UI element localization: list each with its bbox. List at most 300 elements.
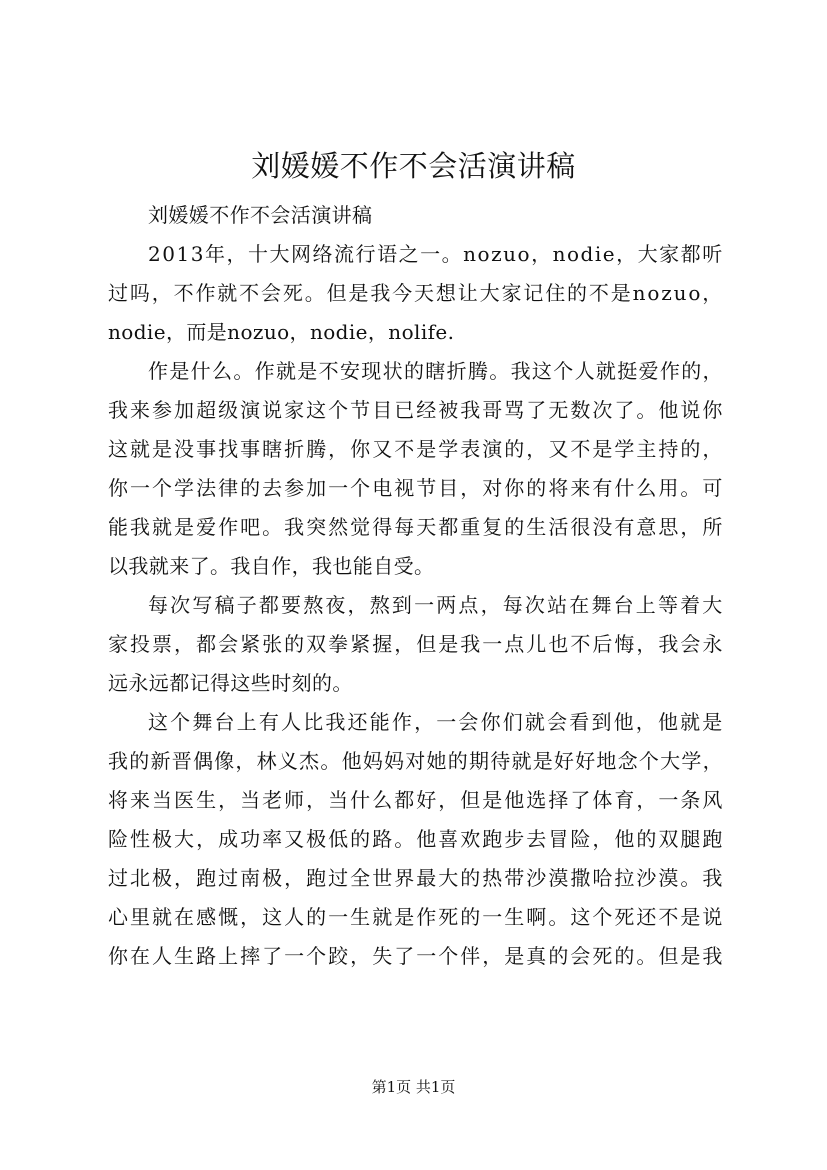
text-char: 的 [460, 905, 481, 929]
text-char: 一 [414, 593, 435, 617]
text-char: 选 [526, 788, 547, 812]
text-char: ， [306, 788, 327, 812]
text-char: 我 [108, 749, 129, 773]
text-char: 来 [130, 398, 151, 422]
text-char: 们 [502, 710, 524, 734]
text-char: 杰 [299, 749, 320, 773]
text-char: 全 [350, 866, 371, 890]
text-char: 节 [350, 398, 371, 422]
text-char: ， [702, 359, 723, 383]
text-char: 不 [570, 632, 591, 656]
text-char: 过 [328, 866, 349, 890]
text-char: 是 [482, 788, 503, 812]
text-char: 拉 [614, 866, 635, 890]
text-char: 妈 [384, 749, 405, 773]
text-char: 风 [702, 788, 723, 812]
text-char: 双 [306, 632, 327, 656]
text-char: 稿 [214, 593, 235, 617]
text-char: 投 [130, 632, 151, 656]
text-char: 师 [284, 788, 305, 812]
text-char: 大 [637, 242, 659, 266]
text-char: o [688, 281, 701, 305]
text-char: 视 [394, 476, 415, 500]
text-char: ， [702, 749, 723, 773]
text-char: 天 [416, 515, 437, 539]
text-char: 能 [369, 710, 391, 734]
text-char: 会 [261, 281, 282, 305]
text-char: 的 [614, 944, 635, 968]
text-char: 将 [108, 788, 129, 812]
text-char: 腾 [306, 437, 327, 461]
text-char: 人 [281, 710, 302, 734]
text-char: 得 [372, 515, 393, 539]
text-char: 说 [702, 905, 723, 929]
text-char: 大 [269, 242, 290, 266]
text-char: 。 [441, 242, 463, 266]
text-char: 这 [148, 710, 169, 734]
text-char: 我 [130, 515, 151, 539]
text-char: 。 [394, 827, 415, 851]
text-char: 。 [680, 476, 701, 500]
text-char: 有 [592, 476, 613, 500]
text-char: 路 [372, 827, 393, 851]
text-char: 对 [405, 749, 426, 773]
text-char: 欢 [460, 827, 481, 851]
text-char: 今 [392, 281, 413, 305]
text-char: 法 [196, 476, 217, 500]
text-char: 不 [658, 905, 679, 929]
text-char: 天 [414, 281, 435, 305]
text-char: 家 [659, 242, 680, 266]
text-char: 感 [196, 905, 217, 929]
text-char: 一 [436, 710, 457, 734]
text-char: 了 [570, 788, 591, 812]
text-char: 记 [523, 281, 544, 305]
text-char: 这 [306, 398, 327, 422]
text-char: 现 [361, 359, 382, 383]
text-char: 个 [553, 359, 574, 383]
text-char: 目 [438, 476, 459, 500]
text-char: 我 [370, 281, 391, 305]
text-char: 在 [130, 944, 151, 968]
text-char: 跤 [328, 944, 349, 968]
text-char: 一 [284, 944, 305, 968]
text-char: 么 [636, 476, 657, 500]
text-char: 人 [152, 944, 173, 968]
text-char: 新 [150, 749, 171, 773]
text-char: 拳 [328, 632, 349, 656]
text-char: 每 [148, 593, 169, 617]
text-char: ， [680, 515, 701, 539]
text-char: o [517, 242, 530, 266]
text-char: 数 [570, 398, 591, 422]
text-line [108, 742, 723, 781]
text-char: 一 [482, 632, 503, 656]
text-char: 张 [262, 632, 283, 656]
text-char: 络 [312, 242, 333, 266]
text-char: 活 [548, 515, 569, 539]
text-char: 家 [501, 281, 522, 305]
text-char: 瞎 [425, 359, 446, 383]
text-char: 悔 [614, 632, 635, 656]
text-char: 持 [658, 437, 679, 461]
text-char: 失 [372, 944, 393, 968]
text-char: 但 [416, 632, 437, 656]
text-char: 一 [130, 476, 151, 500]
text-char: 级 [218, 398, 239, 422]
text-char: ， [414, 710, 435, 734]
text-char: 的 [240, 476, 261, 500]
text-char: 主 [636, 437, 657, 461]
text-char: 条 [680, 788, 701, 812]
text-char: 找 [218, 437, 239, 461]
text-char: 跑 [702, 827, 723, 851]
text-char: 生 [504, 905, 525, 929]
text-char: 的 [680, 437, 701, 461]
text-char: 熬 [303, 593, 324, 617]
text-char: 用 [658, 476, 679, 500]
text-char: 撒 [570, 866, 591, 890]
text-char: 被 [438, 398, 459, 422]
text-char: ， [394, 632, 415, 656]
text-char: 带 [504, 866, 525, 890]
text-char: 一 [328, 476, 349, 500]
text-char: 夜 [325, 593, 346, 617]
text-char: 到 [391, 593, 413, 617]
text-char: ， [635, 710, 657, 734]
text-char: 都 [258, 593, 280, 617]
text-char: 作 [659, 359, 681, 383]
text-char: ， [636, 632, 657, 656]
text-char: 没 [592, 515, 613, 539]
text-char: 去 [262, 476, 283, 500]
text-char: 热 [482, 866, 503, 890]
text-char: ， [438, 788, 459, 812]
text-char: 网 [291, 242, 312, 266]
text-char: 家 [284, 398, 305, 422]
text-char: 生 [174, 944, 195, 968]
text-char: n [552, 242, 566, 266]
text-char: 一 [416, 944, 437, 968]
text-char: 你 [480, 710, 501, 734]
text-char: 什 [614, 476, 635, 500]
text-char: 死 [614, 905, 635, 929]
text-char: 语 [377, 242, 398, 266]
text-char: 加 [174, 398, 195, 422]
text-char: 3 [190, 242, 204, 266]
text-char: 不 [588, 281, 610, 305]
text-char: 你 [702, 398, 723, 422]
text-char: 又 [548, 437, 569, 461]
text-char: 在 [569, 593, 590, 617]
text-char: 他 [657, 710, 679, 734]
text-char: 什 [190, 359, 212, 383]
text-char: 哥 [482, 398, 503, 422]
text-char: 1 [176, 242, 190, 266]
document-body [108, 196, 723, 976]
text-char: 你 [350, 437, 371, 461]
text-char: 像 [214, 749, 235, 773]
text-char: 过 [108, 866, 129, 890]
text-char: ， [592, 827, 613, 851]
text-char: 要 [281, 593, 302, 617]
text-char: 来 [570, 476, 591, 500]
text-char: 写 [192, 593, 213, 617]
text-char: 折 [446, 359, 467, 383]
text-line [108, 430, 723, 469]
text-char: 爱 [638, 359, 659, 383]
text-char: ， [151, 281, 173, 305]
text-char: 吧 [240, 515, 261, 539]
text-char: 地 [596, 749, 617, 773]
text-char: 状 [382, 359, 404, 383]
text-char: 。 [233, 359, 254, 383]
text-char: 听 [702, 242, 723, 266]
text-char: o [477, 242, 490, 266]
text-char: ， [328, 437, 349, 461]
text-char: 极 [152, 827, 173, 851]
text-char: u [673, 281, 687, 305]
text-char: 就 [152, 515, 173, 539]
text-char: 好 [416, 788, 437, 812]
text-char: 生 [196, 788, 217, 812]
text-char: 我 [460, 632, 481, 656]
text-char: 让 [457, 281, 479, 305]
text-char: 紧 [350, 632, 371, 656]
text-char: 她 [426, 749, 447, 773]
text-char: 是 [680, 905, 701, 929]
text-char: 去 [526, 827, 547, 851]
text-char: 之 [398, 242, 419, 266]
text-line [108, 469, 723, 508]
text-char: 折 [284, 437, 305, 461]
text-char: ， [460, 476, 481, 500]
text-char: 他 [613, 710, 635, 734]
text-char: 好 [575, 749, 596, 773]
text-char: 比 [303, 710, 324, 734]
text-char: 能 [108, 515, 129, 539]
text-char: 意 [636, 515, 657, 539]
text-char: 我 [284, 515, 305, 539]
text-char: 极 [152, 866, 173, 890]
text-line [108, 937, 723, 976]
text-line-content: nodie，而是nozuo，nodie，nolife. [108, 320, 455, 344]
text-char: 个 [328, 398, 349, 422]
text-char: ， [702, 281, 723, 305]
text-char: 舞 [591, 593, 612, 617]
text-char: 参 [284, 476, 305, 500]
text-char: 大 [479, 281, 501, 305]
text-char: 的 [636, 827, 657, 851]
text-char: 会 [680, 632, 701, 656]
text-char: 生 [526, 515, 547, 539]
text-char: 儿 [526, 632, 547, 656]
text-char: 说 [262, 398, 283, 422]
text-line [108, 274, 723, 313]
text-char: 作 [254, 359, 276, 383]
text-char: 目 [372, 398, 393, 422]
text-char: 人 [284, 905, 305, 929]
text-char: 极 [306, 827, 327, 851]
text-line [108, 196, 723, 235]
text-char: ， [226, 242, 247, 266]
text-char: 演 [240, 398, 261, 422]
text-char: 可 [702, 476, 723, 500]
text-char: 觉 [350, 515, 371, 539]
text-char: 经 [416, 398, 437, 422]
text-char: 家 [108, 632, 129, 656]
text-char: 伴 [460, 944, 481, 968]
text-char: 大 [174, 827, 195, 851]
text-char: 学 [174, 476, 195, 500]
text-char: 上 [236, 710, 258, 734]
text-char: ， [174, 632, 195, 656]
text-char: 死 [438, 905, 459, 929]
text-line [108, 313, 723, 352]
text-char: 都 [438, 515, 459, 539]
text-char: 但 [658, 944, 679, 968]
text-char: 成 [218, 827, 239, 851]
text-char: 是 [394, 905, 415, 929]
text-char: 演 [482, 437, 503, 461]
text-char: 就 [680, 710, 701, 734]
text-char: 的 [548, 944, 569, 968]
text-char: 会 [218, 632, 239, 656]
text-char: 挺 [617, 359, 638, 383]
text-char: 个 [306, 944, 327, 968]
text-char: 节 [416, 476, 437, 500]
text-char: 0 [162, 242, 176, 266]
text-char: ， [218, 788, 239, 812]
text-char: 医 [174, 788, 195, 812]
text-char: 有 [614, 515, 635, 539]
text-char: 就 [372, 905, 393, 929]
text-char: 沙 [636, 866, 657, 890]
text-char: 他 [504, 788, 525, 812]
text-char: 。 [680, 866, 701, 890]
text-char: 。 [262, 515, 283, 539]
text-char: 南 [240, 866, 261, 890]
text-char: o [566, 242, 580, 266]
text-char: 义 [277, 749, 299, 773]
text-char: 。 [636, 398, 657, 422]
text-char: 是 [169, 359, 190, 383]
text-line [108, 859, 723, 898]
text-char: 十 [247, 242, 269, 266]
text-char: 我 [702, 866, 723, 890]
text-char: 的 [306, 905, 327, 929]
text-char: 是 [592, 437, 613, 461]
text-char: 台 [613, 593, 635, 617]
text-char: 加 [306, 476, 327, 500]
text-char: 就 [130, 437, 151, 461]
text-char: 后 [592, 632, 613, 656]
text-char: 着 [680, 593, 701, 617]
text-char: 还 [636, 905, 657, 929]
text-char: 偶 [192, 749, 214, 773]
text-char: 等 [657, 593, 679, 617]
text-char: 他 [658, 398, 679, 422]
text-char: 作 [195, 281, 216, 305]
text-char: 功 [240, 827, 261, 851]
text-char: ， [702, 437, 723, 461]
text-char: 学 [614, 437, 635, 461]
text-char: 摔 [240, 944, 261, 968]
text-char: ， [350, 944, 371, 968]
text-char: 律 [218, 476, 239, 500]
text-char: 跑 [196, 866, 217, 890]
text-char: 是 [416, 437, 437, 461]
text-line [108, 625, 723, 664]
text-char: 上 [218, 944, 239, 968]
text-char: 会 [547, 710, 568, 734]
text-char: 骂 [504, 398, 525, 422]
text-char: 上 [635, 593, 657, 617]
text-char: 所 [702, 515, 723, 539]
text-char: 事 [240, 437, 261, 461]
text-char: 生 [350, 905, 371, 929]
text-char: 我 [108, 398, 129, 422]
text-line [108, 547, 723, 586]
text-char: 思 [658, 515, 679, 539]
text-char: 么 [372, 788, 393, 812]
text-char: 极 [262, 866, 283, 890]
text-char: 他 [416, 827, 437, 851]
text-char: 我 [460, 398, 481, 422]
text-char: 的 [460, 866, 481, 890]
text-char: 育 [614, 788, 635, 812]
text-char: 次 [524, 593, 546, 617]
text-char: 这 [570, 905, 591, 929]
text-char: 你 [504, 476, 525, 500]
text-char: 表 [460, 437, 481, 461]
text-char: 爱 [196, 515, 217, 539]
text-char: 晋 [171, 749, 193, 773]
text-char: 是 [297, 359, 318, 383]
text-char: 电 [372, 476, 393, 500]
text-char: 当 [152, 788, 173, 812]
text-char: 不 [318, 359, 340, 383]
text-char: ， [196, 827, 217, 851]
text-char: ， [174, 866, 195, 890]
text-char: 住 [545, 281, 566, 305]
text-char: 舞 [192, 710, 213, 734]
text-char: 当 [328, 788, 349, 812]
text-char: 死 [282, 281, 304, 305]
text-char: 然 [328, 515, 349, 539]
text-char: 体 [592, 788, 613, 812]
text-char: 紧 [240, 632, 261, 656]
text-char: 跑 [482, 827, 503, 851]
text-char: o [647, 281, 660, 305]
text-char: 已 [394, 398, 415, 422]
text-char: 对 [482, 476, 503, 500]
text-char: 是 [504, 944, 525, 968]
text-char: 念 [617, 749, 639, 773]
text-char: 跑 [306, 866, 327, 890]
text-char: 将 [548, 476, 569, 500]
text-char: 他 [614, 827, 635, 851]
text-char: 是 [610, 281, 632, 305]
text-char: 择 [548, 788, 569, 812]
text-char: 不 [239, 281, 260, 305]
text-char: 什 [350, 788, 371, 812]
text-char: 都 [680, 242, 702, 266]
text-char: 当 [240, 788, 261, 812]
text-char: n [463, 242, 477, 266]
text-char: z [491, 242, 503, 266]
text-char: 就 [511, 749, 532, 773]
